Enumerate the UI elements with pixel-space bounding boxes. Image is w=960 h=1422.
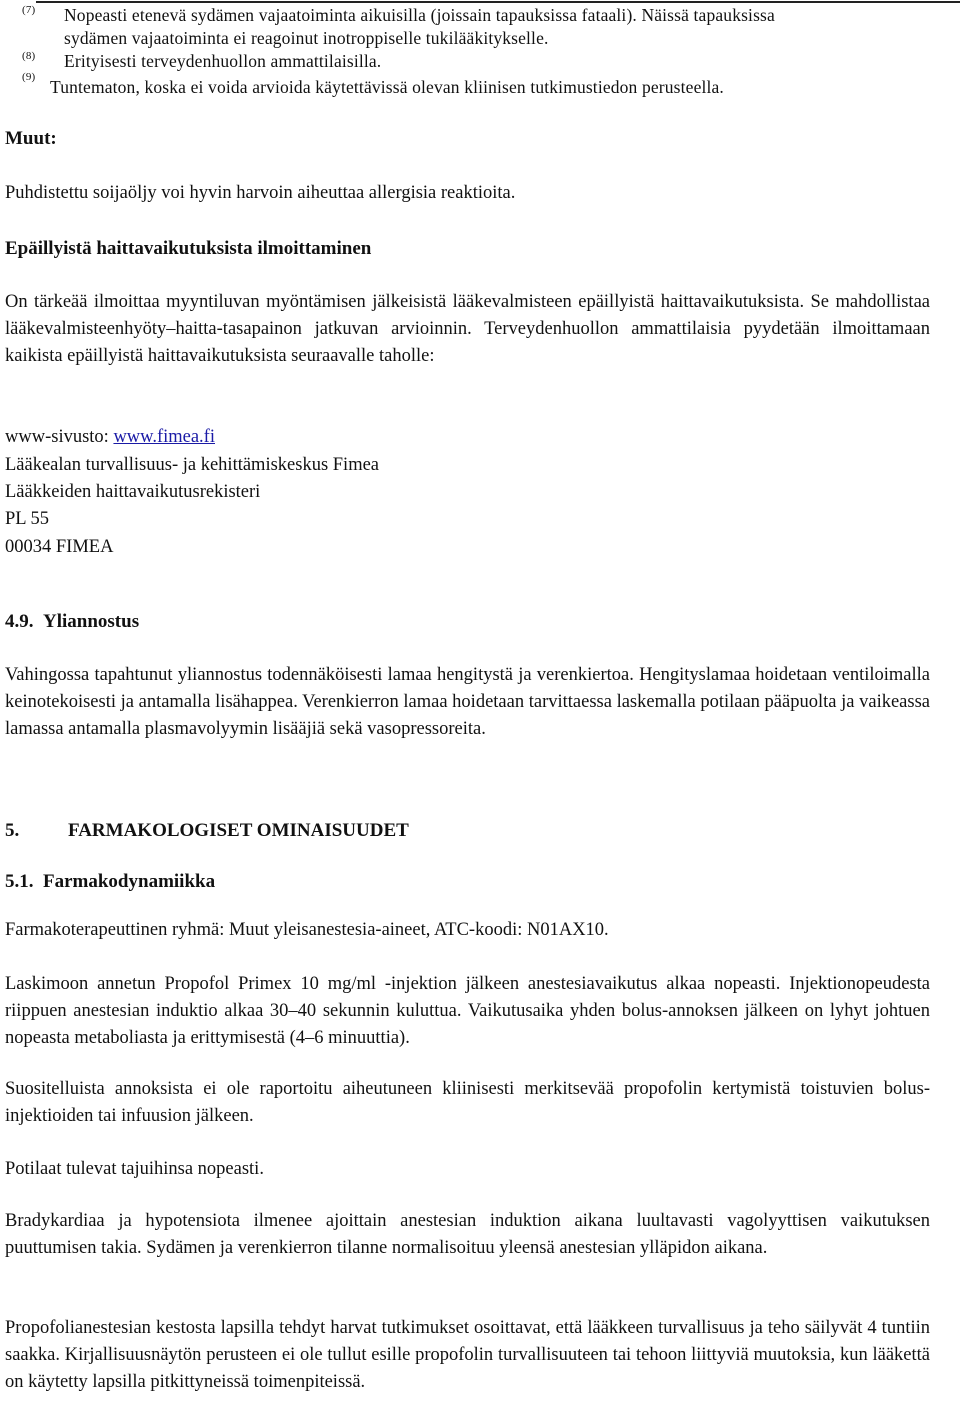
pd-paragraph: Propofolianestesian kestosta lapsilla tehdyt harvat tutkimukset osoittavat, että lääkkeen turvallisuus ja teho säilyvät 4 tuntiin saakka. Kirjallisuusnäytön perusteen ei ole tullut esille propofolin turvallisuuteen tai tehoon liittyviä muutoksia, kun lääkettä on käytetty lapsilla pitkittyneissä toimenpiteissä. (5, 1318, 930, 1392)
address-line: PL 55 (5, 509, 50, 529)
footnote-line: Tuntematon, koska ei voida arvioida käytettävissä olevan kliinisen tutkimustiedon perusteella. (50, 77, 724, 97)
section-number: 4.9. (5, 611, 34, 632)
address-line: 00034 FIMEA (5, 537, 114, 557)
footnote-8 (0, 50, 960, 74)
section-5-1-heading (5, 869, 215, 895)
section-number: 5. (5, 820, 20, 841)
reporting-heading: Epäillyistä haittavaikutuksista ilmoittaminen (5, 238, 372, 259)
address-line: Lääkkeiden haittavaikutusrekisteri (5, 482, 261, 502)
footnote-9 (0, 71, 960, 100)
footnote-marker: (7) (22, 4, 36, 16)
footnote-line: Nopeasti etenevä sydämen vajaatoiminta aikuisilla (joissain tapauksissa fataali). Näissä tapauksissa (64, 5, 775, 25)
pd-paragraph: Suositelluista annoksista ei ole raportoitu aiheutuneen kliinisesti merkitsevää propofolin kertymistä toistuvien bolus-injektioiden tai infuusion jälkeen. (5, 1079, 930, 1126)
pd-paragraph: Potilaat tulevat tajuihinsa nopeasti. (5, 1159, 264, 1179)
atc-paragraph: Farmakoterapeuttinen ryhmä: Muut yleisanestesia-aineet, ATC-koodi: N01AX10. (5, 920, 609, 940)
section-title: Farmakodynamiikka (43, 871, 216, 892)
muut-text: Puhdistettu soijaöljy voi hyvin harvoin aiheuttaa allergisia reaktioita. (5, 183, 516, 203)
website-label: www-sivusto: (5, 427, 114, 447)
section-title: FARMAKOLOGISET OMINAISUUDET (68, 820, 409, 841)
reporting-paragraph: On tärkeää ilmoittaa myyntiluvan myöntämisen jälkeisistä lääkevalmisteen epäillyistä haittavaikutuksista. Se mahdollistaa lääkevalmisteenhyöty–haitta-tasapainon jatkuvan arvioinnin. Terveydenhuollon ammattilaisia pyydetään ilmoittamaan kaikista epäillyistä haittavaikutuksista seuraavalle taholle: (5, 292, 930, 366)
overdose-heading (5, 609, 139, 635)
footnote-text (64, 4, 940, 50)
pd-paragraph: Laskimoon annetun Propofol Primex 10 mg/ml -injektion jälkeen anestesiavaikutus alkaa nopeasti. Injektionopeudesta riippuen anestesian induktio alkaa 30–40 sekunnin kuluttua. Vaikutusaika yhden bolus-annoksen jälkeen on lyhyt johtuen nopeasta metaboliasta ja erittymisestä (4–6 minuuttia). (5, 974, 930, 1048)
muut-heading: Muut: (5, 128, 57, 149)
footnote-marker: (9) (22, 71, 36, 83)
section-5-heading (5, 818, 409, 844)
footnote-7 (0, 4, 960, 52)
footnote-line: sydämen vajaatoiminta ei reagoinut inotroppiselle tukilääkitykselle. (64, 28, 549, 48)
address-line: Lääkealan turvallisuus- ja kehittämiskeskus Fimea (5, 455, 380, 475)
section-title: Yliannostus (43, 611, 140, 632)
fimea-link[interactable]: www.fimea.fi (113, 427, 215, 447)
top-rule (36, 1, 960, 3)
pd-paragraph: Bradykardiaa ja hypotensiota ilmenee ajoittain anestesian induktion aikana luultavasti vagolyyttisen vaikutuksen puuttumisen takia. Sydämen ja verenkierron tilanne normalisoituu yleensä anestesian ylläpidon aikana. (5, 1211, 930, 1258)
footnote-marker: (8) (22, 50, 36, 62)
section-number: 5.1. (5, 871, 34, 892)
overdose-paragraph: Vahingossa tapahtunut yliannostus todennäköisesti lamaa hengitystä ja verenkiertoa. Hengityslamaa hoidetaan ventiloimalla keinotekoisesti ja antamalla lisähappea. Verenkierron lamaa hoidetaan tarvittaessa laskemalla potilaan pääpuolta ja vaikeassa lamassa antamalla plasmavolyymin lisääjiä sekä vasopressoreita. (5, 665, 930, 739)
website-line (5, 424, 930, 451)
footnote-line: Erityisesti terveydenhuollon ammattilaisilla. (64, 51, 382, 71)
